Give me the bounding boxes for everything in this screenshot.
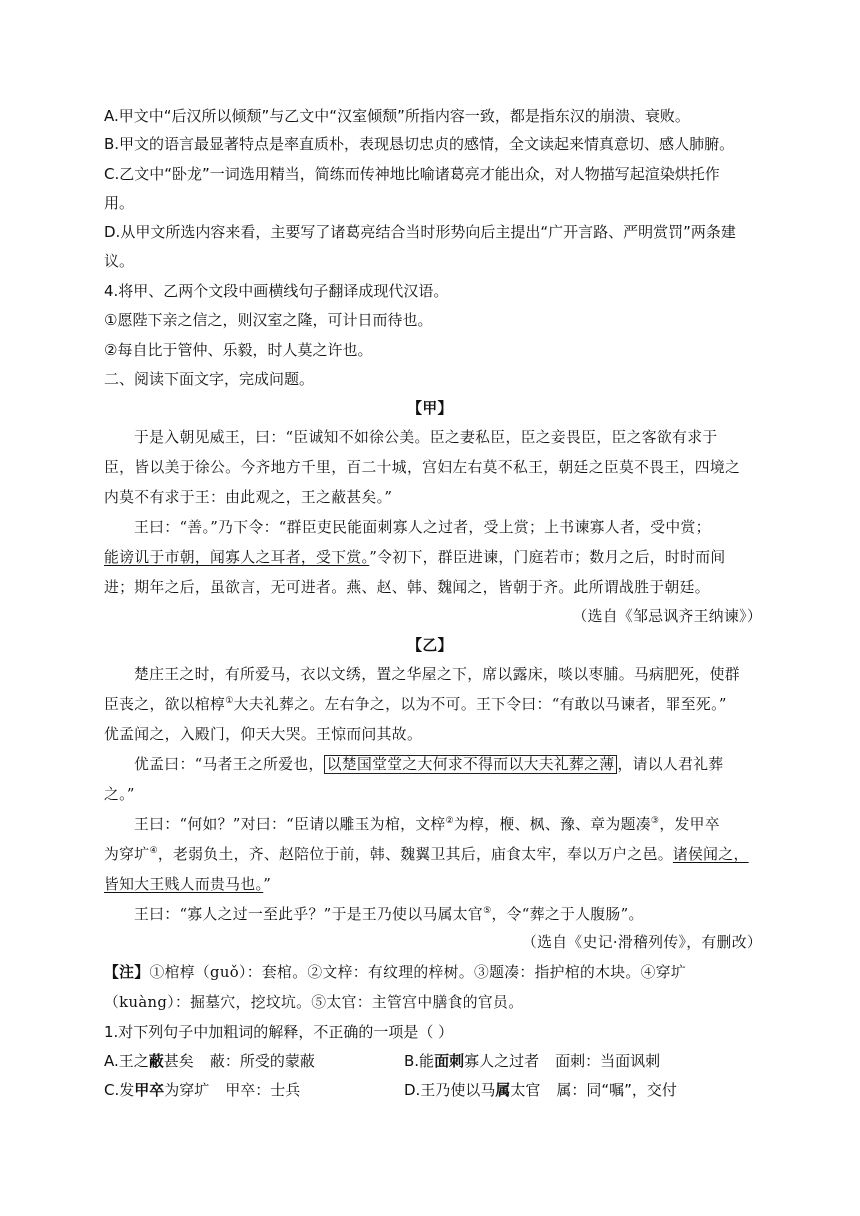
q4-item-2: ②每自比于管仲、乐毅，时人莫之许也。 (104, 341, 373, 359)
q3-option-a: A.甲文中“后汉所以倾颓”与乙文中“汉室倾颓”所指内容一致，都是指东汉的崩溃、衰败。 (104, 107, 690, 125)
q3-option-c-line1: C.乙文中“卧龙”一词选用精当，简练而传神地比喻诸葛亮才能出众，对人物描写起渲染烘托作 (104, 165, 720, 183)
passage-yi-line: 为穿圹④，老弱负土，齐、赵陪位于前，韩、魏翼卫其后，庙食太牢，奉以万户之邑。诸侯闻之， (104, 846, 749, 863)
q1-option-c: C.发甲卒为穿圹 甲卒：士兵 (104, 1081, 301, 1099)
boxed-sentence: 以楚国堂堂之大何求不得而以大夫礼葬之薄 (324, 755, 618, 774)
q3-option-c-line2: 用。 (104, 194, 135, 212)
passage-jia-line: 王曰：“善。”乃下令：“群臣吏民能面刺寡人之过者，受上赏；上书谏寡人者，受中赏； (134, 519, 711, 536)
bold-word: 面刺 (434, 1052, 465, 1070)
footnote-mark: ④ (149, 846, 158, 857)
bold-word: 甲卒 (134, 1081, 165, 1099)
passage-yi-source: （选自《史记·滑稽列传》，有删改） (521, 934, 762, 951)
q3-option-d-line2: 议。 (104, 252, 135, 270)
passage-jia-line: 臣，皆以美于徐公。今齐地方千里，百二十城，宫妇左右莫不私王，朝廷之臣莫不畏王，四境之 (104, 459, 741, 476)
passage-yi-line: 优孟闻之，入殿门，仰天大哭。王惊而问其故。 (104, 726, 423, 743)
section-2-title: 二、阅读下面文字，完成问题。 (104, 370, 315, 388)
passage-yi-line: 楚庄王之时，有所爱马，衣以文绣，置之华屋之下，席以露床，啖以枣脯。马病肥死，使群 (134, 666, 740, 683)
footnote-mark: ③ (650, 816, 660, 827)
passage-yi-line: 优孟曰：“马者王之所爱也， 以楚国堂堂之大何求不得而以大夫礼葬之薄 ，请以人君礼葬 (134, 756, 724, 773)
passage-jia-source: （选自《邹忌讽齐王纳谏》） (572, 608, 762, 625)
passage-yi-heading: 【乙】 (407, 637, 453, 654)
passage-jia-line: 于是入朝见威王，曰：“臣诚知不如徐公美。臣之妻私臣，臣之妾畏臣，臣之客欲有求于 (134, 429, 718, 446)
q4-item-1: ①愿陛下亲之信之，则汉室之隆，可计日而待也。 (104, 311, 433, 329)
passage-yi-line: 王曰：“何如？”对曰：“臣请以雕玉为棺，文梓②为椁，楩、枫、豫、章为题凑③，发甲卒 (134, 816, 720, 833)
footnote-mark: ② (445, 816, 454, 827)
passage-yi-line: 王曰：“寡人之过一至此乎？”于是王乃使以马属太官⑤，令“葬之于人腹肠”。 (134, 906, 644, 923)
passage-jia-line: 进；期年之后，虽欲言，无可进者。燕、赵、韩、魏闻之，皆朝于齐。此所谓战胜于朝廷。 (104, 579, 710, 596)
passage-yi-line: 皆知大王贱人而贵马也。” (104, 876, 272, 893)
q4-stem: 4.将甲、乙两个文段中画横线句子翻译成现代汉语。 (104, 282, 449, 300)
bold-word: 蔽 (148, 1052, 164, 1070)
q1-option-a: A.王之蔽甚矣 蔽：所受的蒙蔽 (104, 1052, 315, 1070)
q3-option-d-line1: D.从甲文所选内容来看，主要写了诸葛亮结合当时形势向后主提出“广开言路、严明赏罚”两条建 (104, 223, 736, 241)
q1-option-b: B.能面刺寡人之过者 面刺：当面讽刺 (404, 1052, 661, 1070)
footnote-mark: ⑤ (483, 906, 492, 917)
underlined-sentence: 能谤讥于市朝，闻寡人之耳者，受下赏。 (104, 549, 370, 566)
passage-jia-line: 能谤讥于市朝，闻寡人之耳者，受下赏。”令初下，群臣进谏，门庭若市；数月之后，时时而间 (104, 549, 726, 566)
bold-word: 属 (495, 1081, 511, 1099)
underlined-sentence: 诸侯闻之， (672, 846, 749, 863)
notes-label: 【注】 (104, 964, 150, 981)
q1-option-d: D.王乃使以马属太官 属：同“嘱”，交付 (404, 1081, 677, 1099)
passage-yi-line: 臣丧之，欲以棺椁①大夫礼葬之。左右争之，以为不可。王下令曰：“有敢以马谏者，罪至死。” (104, 696, 727, 713)
underlined-sentence: 皆知大王贱人而贵马也。 (104, 876, 264, 893)
passage-jia-line: 内莫不有求于王：由此观之，王之蔽甚矣。” (104, 489, 393, 506)
passage-yi-line: 之。” (104, 786, 135, 803)
q3-option-b: B.甲文的语言最显著特点是率直质朴，表现恳切忠贞的感情，全文读起来情真意切、感人肺腑。 (104, 135, 735, 153)
notes-line-2: （kuàng）：掘墓穴，挖坟坑。⑤太官：主管宫中膳食的官员。 (104, 994, 524, 1011)
footnote-mark: ① (225, 696, 234, 707)
passage-jia-heading: 【甲】 (407, 400, 453, 417)
q1-stem: 1.对下列句子中加粗词的解释，不正确的一项是（ ） (104, 1023, 454, 1041)
notes-line-1: 【注】①棺椁（guǒ）：套棺。②文梓：有纹理的梓树。③题凑：指护棺的木块。④穿圹 (104, 964, 687, 981)
